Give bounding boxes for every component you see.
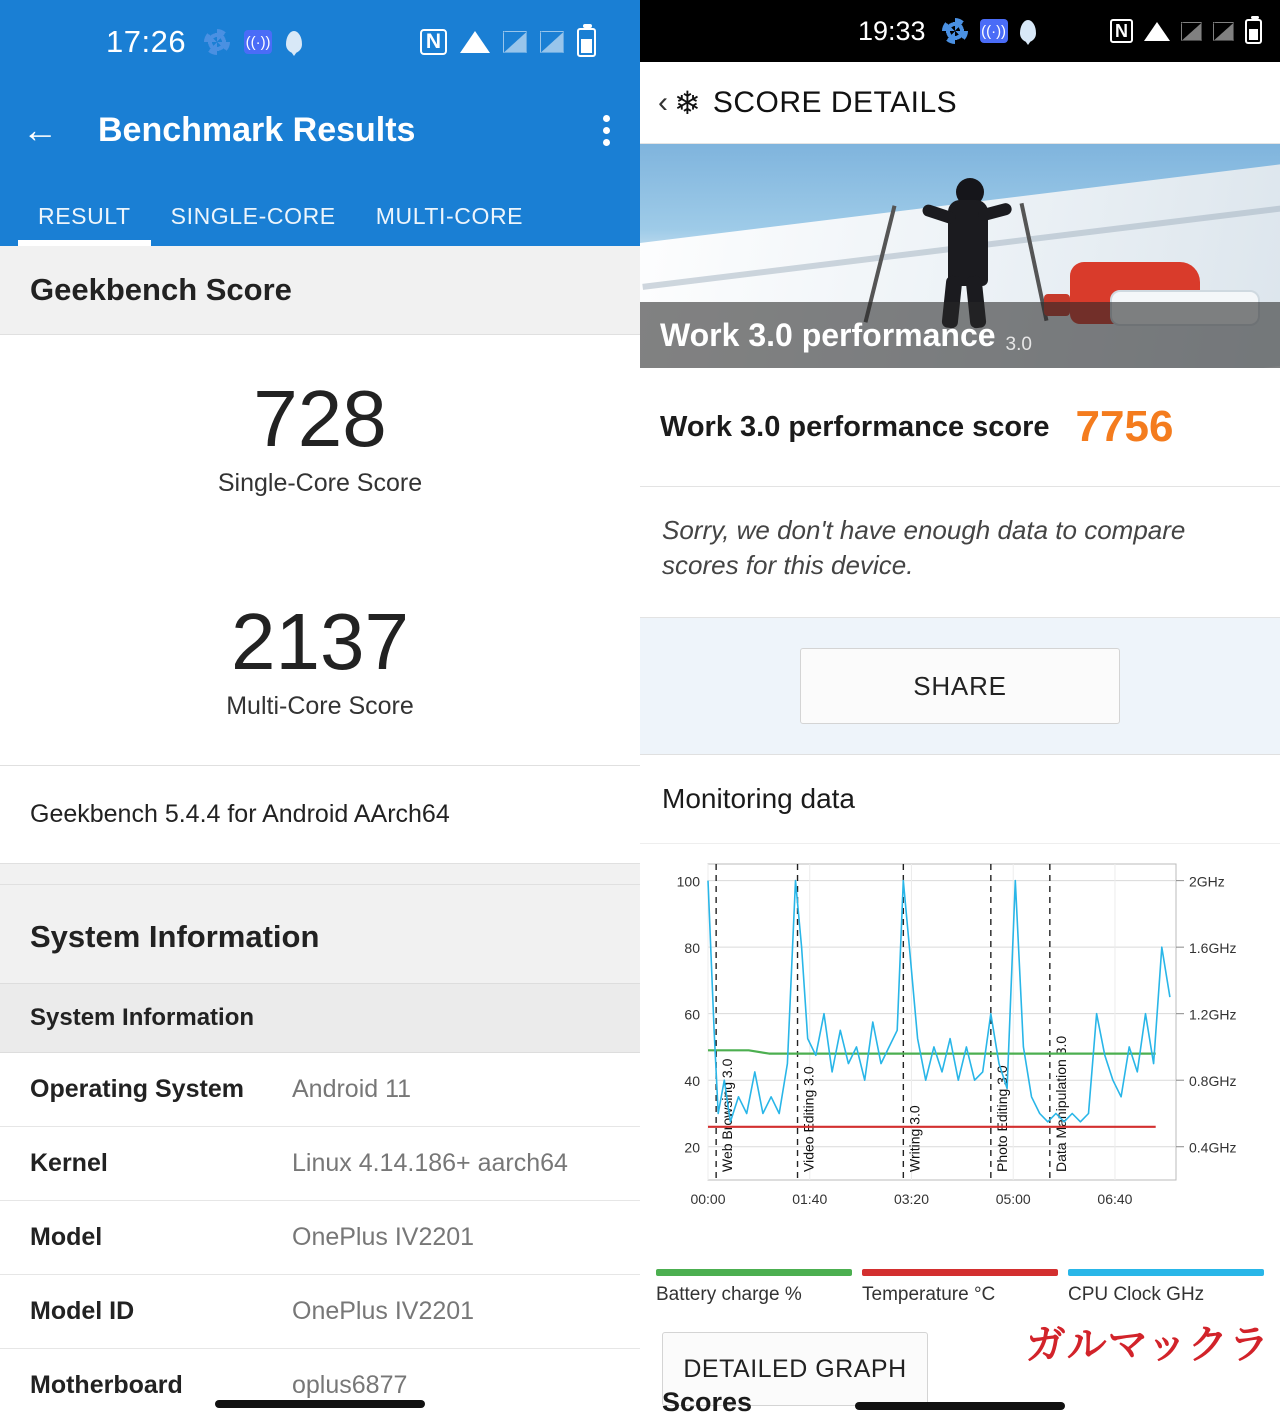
row-key: Kernel [30,1149,108,1177]
svg-text:2GHz: 2GHz [1189,873,1225,890]
row-value: OnePlus IV2201 [292,1223,475,1251]
svg-text:03:20: 03:20 [893,1191,930,1208]
left-status-bar [0,0,640,84]
svg-text:06:40: 06:40 [1097,1191,1133,1208]
section-title: Geekbench Score [30,272,292,307]
score-label: Work 3.0 performance score [660,410,1050,443]
gear-icon [942,18,968,44]
row-key: Motherboard [30,1371,183,1399]
svg-text:Data Manipulation 3.0: Data Manipulation 3.0 [1052,1035,1069,1173]
row-key: Model [30,1223,103,1251]
status-right-icons [420,28,596,57]
comparison-note: Sorry, we don't have enough data to compare scores for this device. [640,487,1280,618]
row-value: oplus6877 [292,1371,408,1399]
share-button[interactable]: SHARE [800,648,1120,724]
wifi-icon [1144,22,1170,41]
status-right-icons [1110,19,1262,44]
row-key: Operating System [30,1075,244,1103]
row-key: Model ID [30,1297,135,1325]
signal-icon [503,31,527,53]
tab-single-core[interactable]: SINGLE-CORE [170,203,336,229]
right-phone-screen [640,0,1280,1422]
table-row [0,1275,640,1349]
signal-icon [1181,22,1202,41]
multi-core-score-label: Multi-Core Score [226,692,414,720]
tab-multi-core[interactable]: MULTI-CORE [375,203,524,229]
table-row [0,1349,640,1422]
wifi-icon [460,31,490,53]
signal-icon [1213,22,1234,41]
monitoring-data-title: Monitoring data [640,755,1280,844]
hero-suffix: 3.0 [1005,334,1032,355]
geekbench-score-header [0,246,640,335]
legend-item-cpu-clock [1068,1269,1264,1306]
hero-title: Work 3.0 performance [660,316,996,353]
spacer [0,731,640,765]
table-row [0,1127,640,1201]
watermark-text: ガルマックラ [1025,1322,1270,1368]
legend-label: Battery charge % [656,1284,802,1306]
svg-text:0.8GHz: 0.8GHz [1189,1073,1237,1090]
legend-item-temperature [862,1269,1058,1306]
svg-text:20: 20 [684,1139,700,1156]
legend-swatch [1068,1269,1264,1276]
location-pin-icon [1020,20,1036,42]
overflow-menu-icon[interactable] [594,110,618,151]
svg-text:1.6GHz: 1.6GHz [1189,940,1237,957]
status-left-icons [942,18,1036,44]
right-status-bar [640,0,1280,62]
svg-text:80: 80 [684,940,700,957]
system-information-title: System Information [0,885,640,983]
legend-item-battery [656,1269,852,1306]
svg-text:Video Editing 3.0: Video Editing 3.0 [800,1066,817,1173]
status-time: 19:33 [858,15,926,46]
detailed-graph-button[interactable]: DETAILED GRAPH [662,1332,928,1406]
legend-label: Temperature °C [862,1284,996,1306]
nfc-icon: N [1110,19,1133,43]
status-left-icons [204,29,302,55]
tab-bar [0,176,640,246]
hero-image [640,144,1280,368]
monitoring-chart [640,844,1280,1259]
nfc-icon: N [420,29,447,55]
share-section [640,618,1280,755]
multi-core-score-value: 2137 [231,597,409,686]
legend-label: CPU Clock GHz [1068,1284,1205,1306]
hero-caption [640,302,1280,368]
chart-legend [640,1259,1280,1310]
section-gap [0,863,640,885]
back-arrow-icon[interactable]: ← [22,109,58,150]
page-title: SCORE DETAILS [712,85,958,119]
table-row [0,1201,640,1275]
home-indicator[interactable] [215,1400,425,1408]
svg-text:0.4GHz: 0.4GHz [1189,1139,1237,1156]
svg-text:Writing 3.0: Writing 3.0 [906,1105,923,1173]
multi-core-score-block [0,558,640,731]
legend-swatch [656,1269,852,1276]
geekbench-version-text: Geekbench 5.4.4 for Android AArch64 [30,800,450,828]
page-title: Benchmark Results [98,110,416,149]
status-time: 17:26 [106,24,187,59]
svg-text:00:00: 00:00 [690,1191,726,1208]
svg-text:1.2GHz: 1.2GHz [1189,1006,1237,1023]
monitoring-chart-svg [652,850,1268,1254]
location-pin-icon [286,31,302,53]
single-core-score-label: Single-Core Score [217,469,423,497]
spacer [0,508,640,558]
row-value: OnePlus IV2201 [292,1297,475,1325]
signal-icon [540,31,564,53]
right-app-bar [640,62,1280,144]
svg-text:Photo Editing 3.0: Photo Editing 3.0 [993,1065,1010,1173]
cast-icon: ((·)) [980,19,1008,43]
single-core-score-block [0,335,640,508]
svg-text:01:40: 01:40 [792,1191,828,1208]
score-value: 7756 [1075,402,1174,451]
legend-swatch [862,1269,1058,1276]
single-core-score-value: 728 [253,374,387,463]
work-performance-score-row [640,368,1280,487]
svg-text:05:00: 05:00 [995,1191,1031,1208]
system-information-subheader: System Information [0,983,640,1053]
watermark [1026,1313,1270,1370]
left-app-bar [0,84,640,176]
row-value: Android 11 [292,1075,412,1103]
svg-text:40: 40 [684,1073,700,1090]
tab-result[interactable]: RESULT [18,203,151,246]
battery-icon [577,28,596,57]
svg-text:60: 60 [684,1006,700,1023]
back-chevron-icon[interactable]: ‹ [658,85,668,119]
svg-text:100: 100 [676,873,700,890]
gear-icon [204,29,230,55]
snowflake-icon: ❄ [674,84,701,121]
home-indicator[interactable] [855,1402,1065,1410]
svg-text:Web Browsing 3.0: Web Browsing 3.0 [719,1058,736,1173]
table-row [0,1053,640,1127]
cast-icon: ((·)) [244,30,272,54]
scores-section-title: Scores [662,1387,753,1417]
battery-icon [1245,19,1262,44]
row-value: Linux 4.14.186+ aarch64 [292,1149,568,1177]
